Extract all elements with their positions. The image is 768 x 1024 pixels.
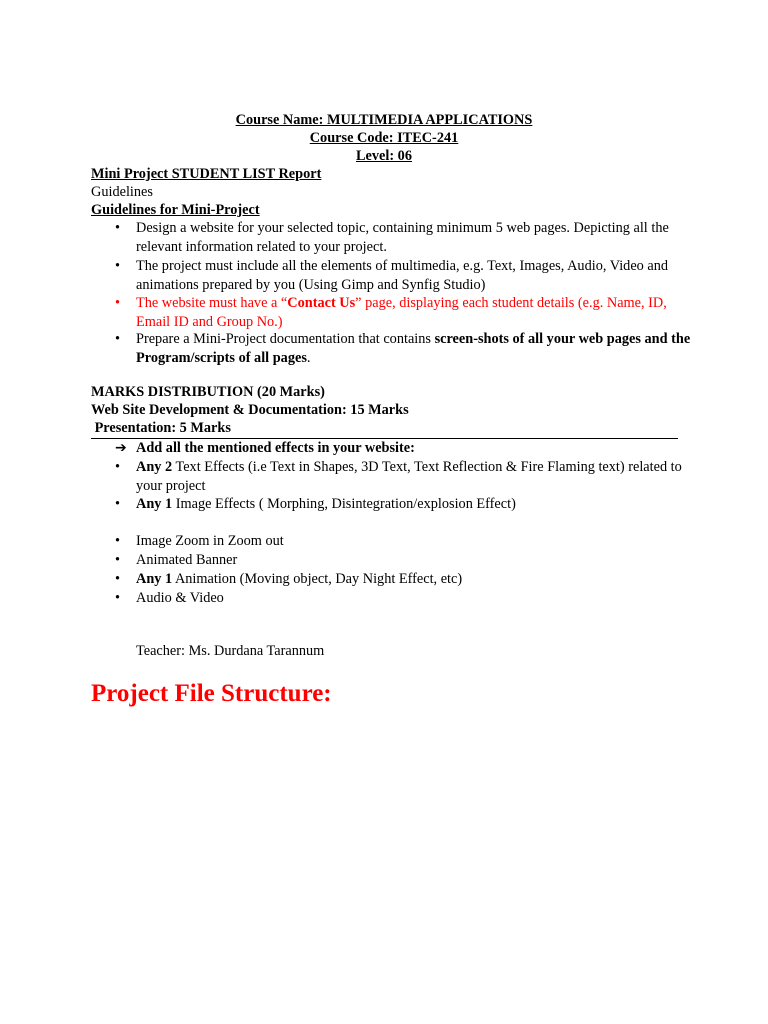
effects-heading-text: Add all the mentioned effects in your website: (136, 440, 415, 456)
guidelines-heading: Guidelines for Mini-Project (91, 202, 260, 218)
contact-us-emphasis: Contact Us (287, 295, 356, 311)
course-name: Course Name: MULTIMEDIA APPLICATIONS (235, 112, 533, 128)
effect-description: Text Effects (i.e Text in Shapes, 3D Text, Text Reflection & Fire Flaming text) related to your project (136, 459, 682, 494)
teacher-name: Teacher: Ms. Durdana Tarannum (136, 643, 325, 659)
bullet-icon: • (115, 533, 121, 549)
effect-description: Animation (Moving object, Day Night Effect, etc) (172, 571, 463, 587)
bullet-icon: • (115, 590, 121, 606)
guideline-text (136, 294, 691, 331)
guideline-text (136, 330, 691, 367)
effect-text: Audio & Video (136, 590, 224, 606)
effect-count: Any 2 (136, 459, 173, 475)
guideline-text: Design a website for your selected topic, containing minimum 5 web pages. Depicting all the relevant information related to your project. (136, 220, 669, 255)
arrow-right-icon: ➔ (115, 440, 127, 456)
guideline-text: The project must include all the elements of multimedia, e.g. Text, Images, Audio, Video and animations prepared by you (Using Gimp and Synfig Studio) (136, 258, 669, 293)
guideline-text-post: . (306, 349, 311, 366)
effect-text: Animated Banner (136, 552, 238, 568)
guideline-text-post: ” page, displaying each student details (e.g. Name, ID, Email ID and Group No.) (136, 295, 667, 330)
course-code: Course Code: ITEC-241 (309, 130, 459, 146)
guideline-text-pre: The website must have a “ (136, 295, 288, 311)
bullet-icon: • (115, 295, 121, 311)
effect-description: Image Effects ( Morphing, Disintegration/explosion Effect) (172, 496, 516, 512)
bullet-icon: • (115, 496, 121, 512)
report-title: Mini Project STUDENT LIST Report (91, 166, 322, 182)
effect-text (136, 570, 691, 589)
marks-web-dev: Web Site Development & Documentation: 15 Marks (91, 402, 409, 418)
bullet-icon: • (115, 552, 121, 568)
bullet-icon: • (115, 459, 121, 475)
bullet-icon: • (115, 220, 121, 236)
bullet-icon: • (115, 258, 121, 274)
course-level: Level: 06 (356, 148, 412, 164)
effect-count: Any 1 (136, 496, 173, 512)
effect-text: Image Zoom in Zoom out (136, 533, 284, 549)
screenshots-emphasis: screen-shots of all your web pages and the Program/scripts of all pages (136, 331, 691, 366)
marks-title: MARKS DISTRIBUTION (20 Marks) (91, 384, 325, 400)
marks-presentation: Presentation: 5 Marks (91, 420, 231, 436)
bullet-icon: • (115, 571, 121, 587)
effects-heading (115, 439, 415, 457)
effect-text (136, 495, 691, 514)
section-heading: Project File Structure: (91, 680, 332, 707)
effect-text (136, 458, 691, 495)
bullet-icon: • (115, 331, 121, 347)
guideline-text-pre: Prepare a Mini-Project documentation that contains (136, 331, 435, 347)
effect-count: Any 1 (136, 571, 173, 587)
guidelines-label: Guidelines (91, 184, 153, 200)
